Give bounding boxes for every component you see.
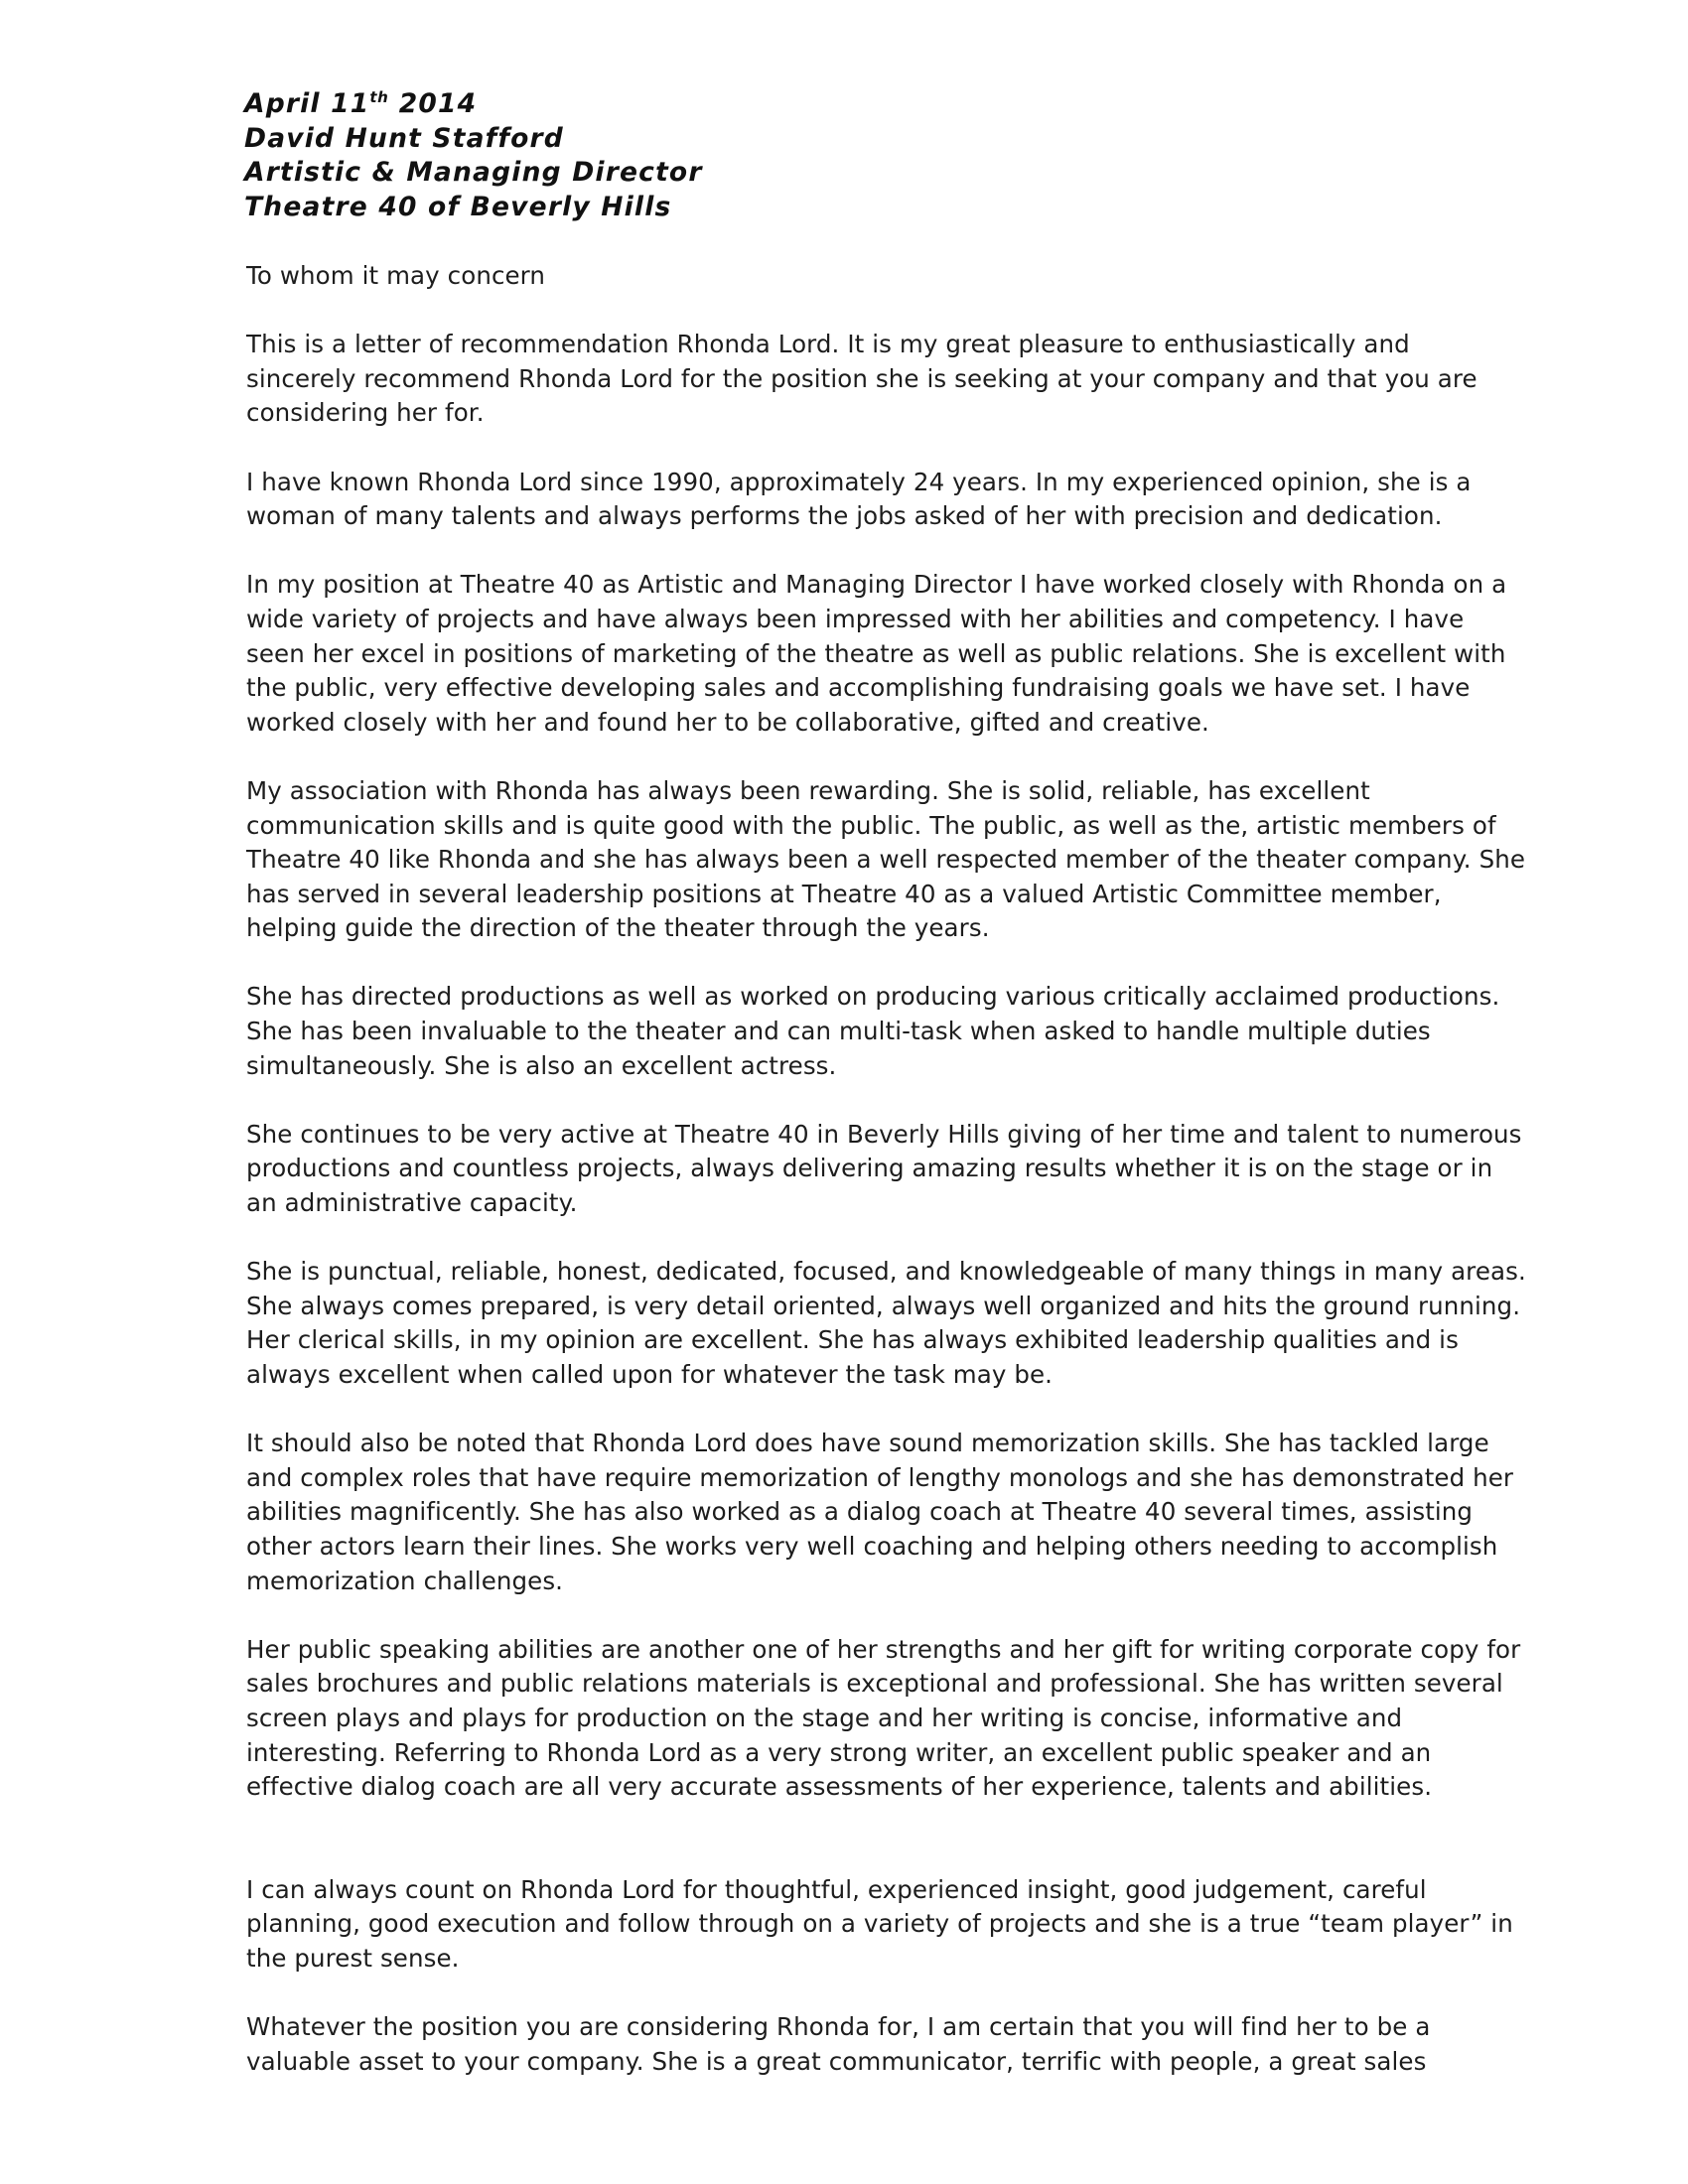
letter-date bbox=[244, 87, 1515, 122]
paragraph-active: She continues to be very active at Theatre 40 in Beverly Hills giving of her time and talent to numerous productions and countless projects, always delivering amazing results whether it is on the stage or in an administrative capacity. bbox=[246, 1119, 1522, 1218]
letter-header bbox=[244, 87, 1515, 224]
salutation: To whom it may concern bbox=[246, 261, 546, 290]
paragraph-team-player: I can always count on Rhonda Lord for thoughtful, experienced insight, good judgement, careful planning, good execution and follow through on a variety of projects and she is a true “team player” in the purest sense. bbox=[246, 1874, 1513, 1973]
sender-name: David Hunt Stafford bbox=[244, 122, 564, 154]
paragraph-association: My association with Rhonda has always been rewarding. She is solid, reliable, has excellent communication skills and is quite good with the public. The public, as well as the, artistic members of Theatre 40 like Rhonda and she has always been a well respected member of the theater company. She has served in several leadership positions at Theatre 40 as a valued Artistic Committee member, helping guide the direction of the theater through the years. bbox=[246, 775, 1526, 943]
paragraph-public-speaking: Her public speaking abilities are another one of her strengths and her gift for writing corporate copy for sales brochures and public relations materials is exceptional and professional. She has written several screen plays and plays for production on the stage and her writing is concise, informative and interesting. Referring to Rhonda Lord as a very strong writer, an excellent public speaker and an effective dialog coach are all very accurate assessments of her experience, talents and abilities. bbox=[246, 1634, 1521, 1802]
date-year: 2014 bbox=[388, 88, 478, 119]
sender-title: Artistic & Managing Director bbox=[244, 157, 703, 188]
paragraph-closing: Whatever the position you are considering Rhonda for, I am certain that you will find her to be a valuable asset to your company. She is a great communicator, terrific with people, a great sales bbox=[246, 2012, 1431, 2076]
paragraph-known-since: I have known Rhonda Lord since 1990, approximately 24 years. In my experienced opinion, she is a woman of many talents and always performs the jobs asked of her with precision and dedication. bbox=[246, 467, 1472, 531]
letter-body bbox=[246, 259, 1527, 2114]
date-main: April 11 bbox=[244, 88, 370, 119]
paragraph-intro: This is a letter of recommendation Rhonda Lord. It is my great pleasure to enthusiastically and sincerely recommend Rhonda Lord for the position she is seeking at your company and that you are considering her for. bbox=[246, 330, 1477, 428]
sender-organization: Theatre 40 of Beverly Hills bbox=[244, 191, 672, 222]
paragraph-position: In my position at Theatre 40 as Artistic and Managing Director I have worked closely with Rhonda on a wide variety of projects and have always been impressed with her abilities and competency. I have seen her excel in positions of marketing of the theatre as well as public relations. She is excellent with the public, very effective developing sales and accomplishing fundraising goals we have set. I have worked closely with her and found her to be collaborative, gifted and creative. bbox=[246, 570, 1507, 737]
date-ordinal-suffix: th bbox=[369, 88, 389, 106]
paragraph-memorization: It should also be noted that Rhonda Lord does have sound memorization skills. She has tackled large and complex roles that have require memorization of lengthy monologs and she has demonstrated her abilities magnificently. She has also worked as a dialog coach at Theatre 40 several times, assisting other actors learn their lines. She works very well coaching and helping others needing to accomplish memorization challenges. bbox=[246, 1429, 1514, 1595]
paragraph-qualities: She is punctual, reliable, honest, dedicated, focused, and knowledgeable of many things in many areas. She always comes prepared, is very detail oriented, always well organized and hits the ground running. Her clerical skills, in my opinion are excellent. She has always exhibited leadership qualities and is always excellent when called upon for whatever the task may be. bbox=[246, 1257, 1526, 1389]
paragraph-productions: She has directed productions as well as worked on producing various critically acclaimed productions. She has been invaluable to the theater and can multi-task when asked to handle multiple duties simultaneously. She is also an excellent actress. bbox=[246, 982, 1500, 1080]
